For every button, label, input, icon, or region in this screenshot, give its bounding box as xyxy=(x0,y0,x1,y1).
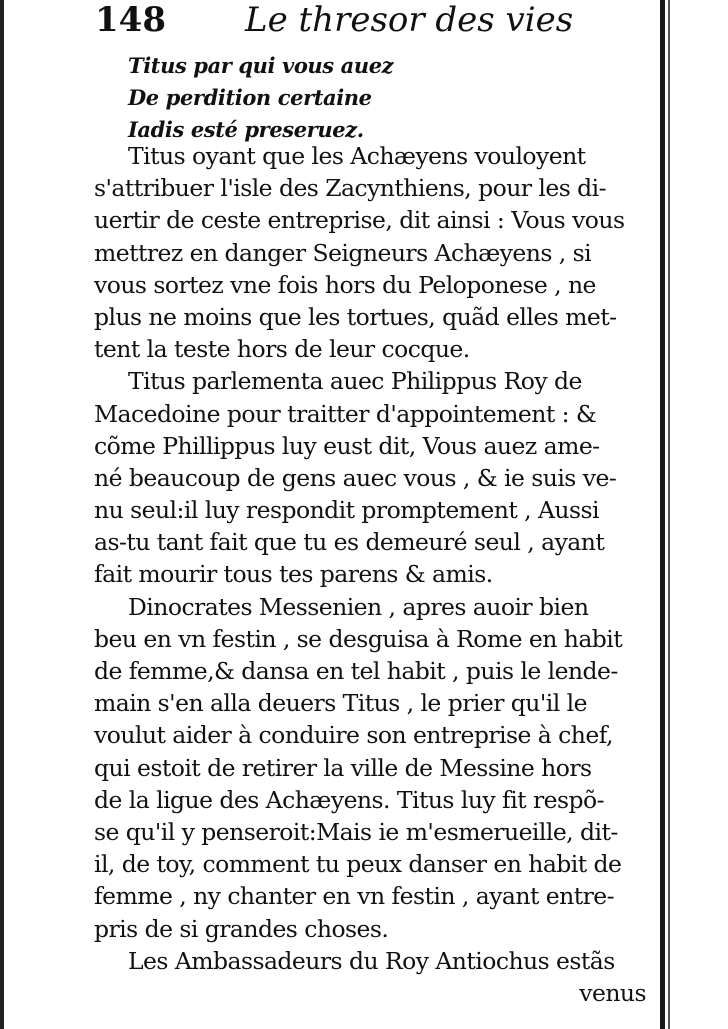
text-line: cõme Phillippus luy eust dit, Vous auez ame- xyxy=(94,431,600,460)
verse-block xyxy=(128,50,393,146)
text-line: qui estoit de retirer la ville de Messine hors xyxy=(94,753,592,782)
text-line: fait mourir tous tes parens & amis. xyxy=(94,560,493,589)
page-number: 148 xyxy=(95,0,166,40)
text-line: se qu'il y penseroit:Mais ie m'esmerueille, dit- xyxy=(94,817,618,846)
text-line: as-tu tant fait que tu es demeuré seul , ayant xyxy=(94,528,605,557)
text-line: beu en vn festin , se desguisa à Rome en habit xyxy=(94,624,623,653)
catchword: venus xyxy=(579,978,646,1007)
verse-line: De perdition certaine xyxy=(128,85,372,110)
text-line: de femme,& dansa en tel habit , puis le lende- xyxy=(94,657,618,685)
text-line: Titus parlementa auec Philippus Roy de xyxy=(128,367,582,396)
text-line: tent la teste hors de leur cocque. xyxy=(94,335,470,364)
text-line: vous sortez vne fois hors du Peloponese , ne xyxy=(94,270,596,299)
paragraph-dinocrates xyxy=(94,591,654,945)
text-line: pris de si grandes choses. xyxy=(94,914,389,943)
text-line: plus ne moins que les tortues, quãd elles met- xyxy=(94,302,617,331)
right-page-edge xyxy=(660,0,665,1029)
text-line: main s'en alla deuers Titus , le prier qu'il le xyxy=(94,689,587,718)
body-text xyxy=(94,140,654,1009)
verse-line: Iadis esté preseruez. xyxy=(128,117,364,142)
paragraph-titus-philippus xyxy=(94,365,654,590)
text-line: Les Ambassadeurs du Roy Antiochus estãs xyxy=(128,946,615,975)
text-line: mettrez en danger Seigneurs Achæyens , si xyxy=(94,238,592,267)
text-line: de la ligue des Achæyens. Titus luy fit respõ- xyxy=(94,785,605,814)
text-line: s'attribuer l'isle des Zacynthiens, pour les di- xyxy=(94,174,607,203)
text-line: uertir de ceste entreprise, dit ainsi : Vous vous xyxy=(94,206,625,235)
text-line: voulut aider à conduire son entreprise à chef, xyxy=(94,721,613,750)
text-line: nu seul:il luy respondit promptement , Aussi xyxy=(94,496,599,525)
text-line: femme , ny chanter en vn festin , ayant entre- xyxy=(94,882,615,911)
text-line: Macedoine pour traitter d'appointement : & xyxy=(94,399,597,428)
page-header xyxy=(95,0,655,48)
text-line: Titus oyant que les Achæyens vouloyent xyxy=(128,142,586,170)
right-page-edge-shadow xyxy=(668,0,670,1029)
verse-line: Titus par qui vous auez xyxy=(128,53,394,78)
text-line: il, de toy, comment tu peux danser en habit de xyxy=(94,850,622,879)
running-title: Le thresor des vies xyxy=(245,0,574,40)
text-line: né beaucoup de gens auec vous , & ie suis ve- xyxy=(94,463,617,492)
paragraph-titus-achaeans xyxy=(94,140,654,365)
left-page-edge xyxy=(0,0,4,1029)
paragraph-ambassadors xyxy=(94,945,654,977)
text-line: Dinocrates Messenien , apres auoir bien xyxy=(128,592,589,621)
